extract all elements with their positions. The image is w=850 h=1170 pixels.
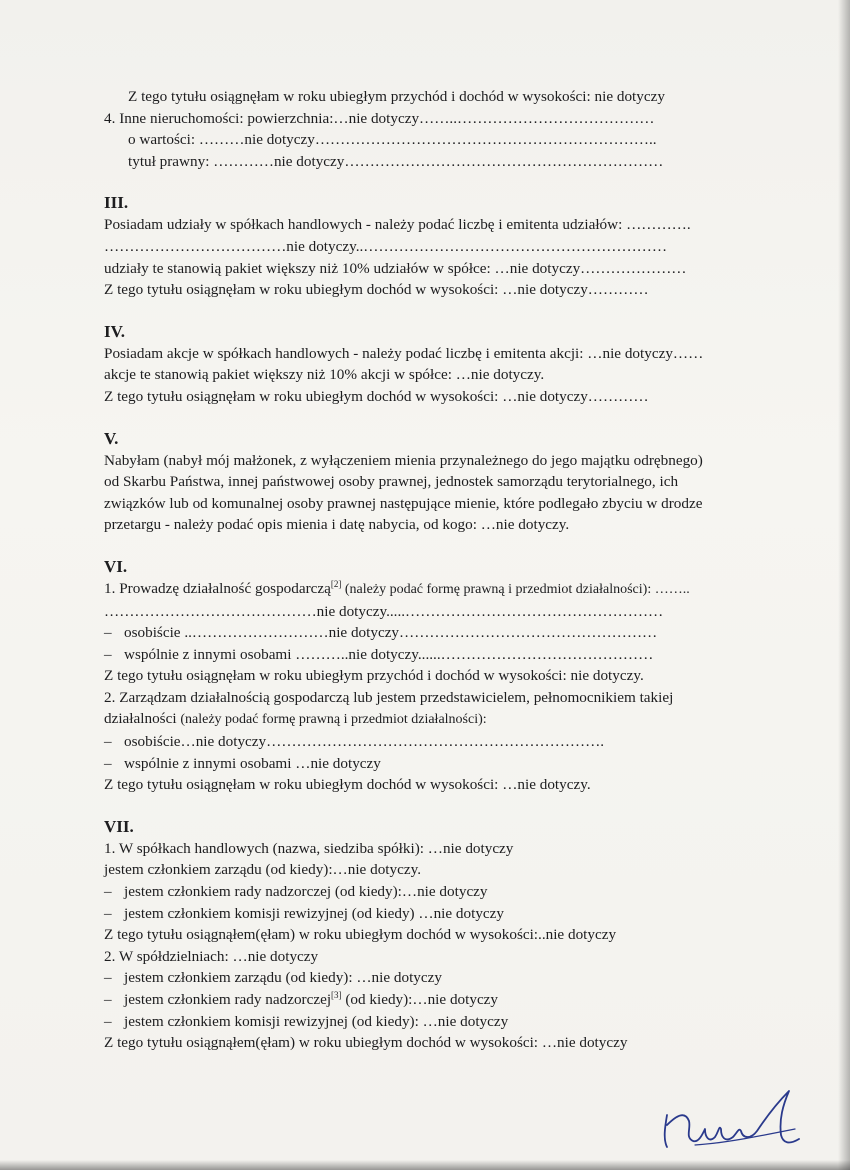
list-dash: – (104, 991, 112, 1008)
text-line (104, 644, 784, 666)
list-dash: – (104, 883, 112, 901)
section-heading-vii: VII. (104, 816, 134, 836)
list-dash: – (104, 733, 112, 751)
text-line (104, 967, 784, 989)
list-dash: – (104, 904, 112, 922)
text-line: Z tego tytułu osiągnęłam w roku ubiegłym dochód w wysokości: …nie dotyczy………… (104, 387, 649, 405)
section-heading-vi: VI. (104, 556, 128, 576)
text-line: udziały te stanowią pakiet większy niż 10% udziałów w spółce: …nie dotyczy………………… (104, 259, 687, 277)
text-line: przetargu - należy podać opis mienia i datę nabycia, od kogo: …nie dotyczy. (104, 516, 570, 534)
line-text: 1. Prowadzę działalność gospodarczą (104, 579, 331, 597)
text-line: Z tego tytułu osiągnęłam w roku ubiegłym dochód w wysokości: …nie dotyczy………… (104, 281, 649, 299)
text-line: związków lub od komunalnej osoby prawnej następujące mienie, które podlegało zbyciu w drodze (104, 494, 703, 512)
text-line: Z tego tytułu osiągnąłem(ęłam) w roku ubiegłym dochód w wysokości:..nie dotyczy (104, 926, 617, 944)
line-text-small: (należy podać formę prawną i przedmiot działalności): …….. (341, 581, 690, 597)
list-dash: – (104, 624, 112, 642)
page-edge-shadow-right (838, 0, 850, 1170)
text-line (104, 708, 784, 731)
text-line: Posiadam udziały w spółkach handlowych - należy podać liczbę i emitenta udziałów: …………. (104, 216, 691, 234)
text-line: ……………………………………nie dotyczy.....…………………………………………… (104, 602, 664, 620)
section-heading-iv: IV. (104, 321, 125, 341)
text-line (104, 989, 784, 1011)
line-text: jestem członkiem rady nadzorczej (124, 991, 332, 1008)
text-line: 4. Inne nieruchomości: powierzchnia:…nie dotyczy……..………………………………… (104, 109, 655, 127)
list-dash: – (104, 1012, 112, 1030)
page-edge-shadow-bottom (0, 1160, 850, 1170)
text-line: od Skarbu Państwa, innej państwowej osoby prawnej, jednostek samorządu terytorialnego, ich (104, 473, 679, 491)
line-text: jestem członkiem rady nadzorczej (od kiedy):…nie dotyczy (124, 883, 488, 901)
text-line: akcje te stanowią pakiet większy niż 10% akcji w spółce: …nie dotyczy. (104, 366, 545, 384)
text-line: Nabyłam (nabył mój małżonek, z wyłączeniem mienia przynależnego do jego majątku odrębnego) (104, 451, 703, 469)
text-line: jestem członkiem zarządu (od kiedy):…nie dotyczy. (104, 861, 421, 879)
line-text: jestem członkiem zarządu (od kiedy): …nie dotyczy (124, 969, 442, 987)
text-line: 2. Zarządzam działalnością gospodarczą lub jestem przedstawicielem, pełnomocnikiem takiej (104, 688, 674, 706)
list-dash: – (104, 645, 112, 663)
line-text-small: (należy podać formę prawną i przedmiot działalności): (180, 712, 487, 728)
text-line (104, 578, 784, 601)
list-dash: – (104, 969, 112, 987)
text-line: o wartości: ………nie dotyczy………………………………………………………….. (128, 131, 657, 149)
text-line: Z tego tytułu osiągnęłam w roku ubiegłym dochód w wysokości: …nie dotyczy. (104, 776, 591, 794)
text-line: Z tego tytułu osiągnęłam w roku ubiegłym przychód i dochód w wysokości: nie dotyczy (128, 88, 665, 105)
line-text: jestem członkiem komisji rewizyjnej (od kiedy) …nie dotyczy (124, 904, 505, 922)
text-line: Posiadam akcje w spółkach handlowych - należy podać liczbę i emitenta akcji: …nie dotyczy…… (104, 344, 704, 362)
line-text: osobiście…nie dotyczy…………………………………………………………. (124, 733, 605, 751)
text-line (104, 753, 784, 775)
line-text: wspólnie z innymi osobami ………..nie dotyczy......…………………………………… (124, 645, 654, 663)
line-text: wspólnie z innymi osobami …nie dotyczy (124, 754, 381, 772)
text-line (104, 881, 784, 903)
footnote-ref: [2] (330, 578, 342, 589)
text-line: Z tego tytułu osiągnąłem(ęłam) w roku ubiegłym dochód w wysokości: …nie dotyczy (104, 1034, 628, 1052)
text-line (104, 1011, 784, 1033)
footnote-ref: [3] (331, 989, 342, 1000)
line-text: (od kiedy):…nie dotyczy (341, 991, 499, 1008)
section-heading-v: V. (104, 428, 119, 448)
line-text: jestem członkiem komisji rewizyjnej (od kiedy): …nie dotyczy (124, 1012, 509, 1030)
text-line (104, 903, 784, 925)
line-text: osobiście ..………………………nie dotyczy…………………………………………… (124, 624, 658, 642)
section-heading-iii: III. (104, 193, 129, 213)
text-line: 2. W spółdzielniach: …nie dotyczy (104, 947, 319, 965)
text-line (104, 731, 784, 753)
text-line: Z tego tytułu osiągnęłam w roku ubiegłym przychód i dochód w wysokości: nie dotyczy. (104, 667, 644, 685)
text-line: ………………………………nie dotyczy..…………………………………………………… (104, 237, 668, 255)
handwritten-signature (655, 1085, 805, 1155)
list-dash: – (104, 754, 112, 772)
text-line: tytuł prawny: …………nie dotyczy……………………………………………………… (128, 152, 664, 170)
document-body (104, 86, 784, 1054)
line-text: działalności (104, 710, 181, 728)
text-line (104, 622, 784, 644)
text-line: 1. W spółkach handlowych (nazwa, siedziba spółki): …nie dotyczy (104, 839, 514, 857)
